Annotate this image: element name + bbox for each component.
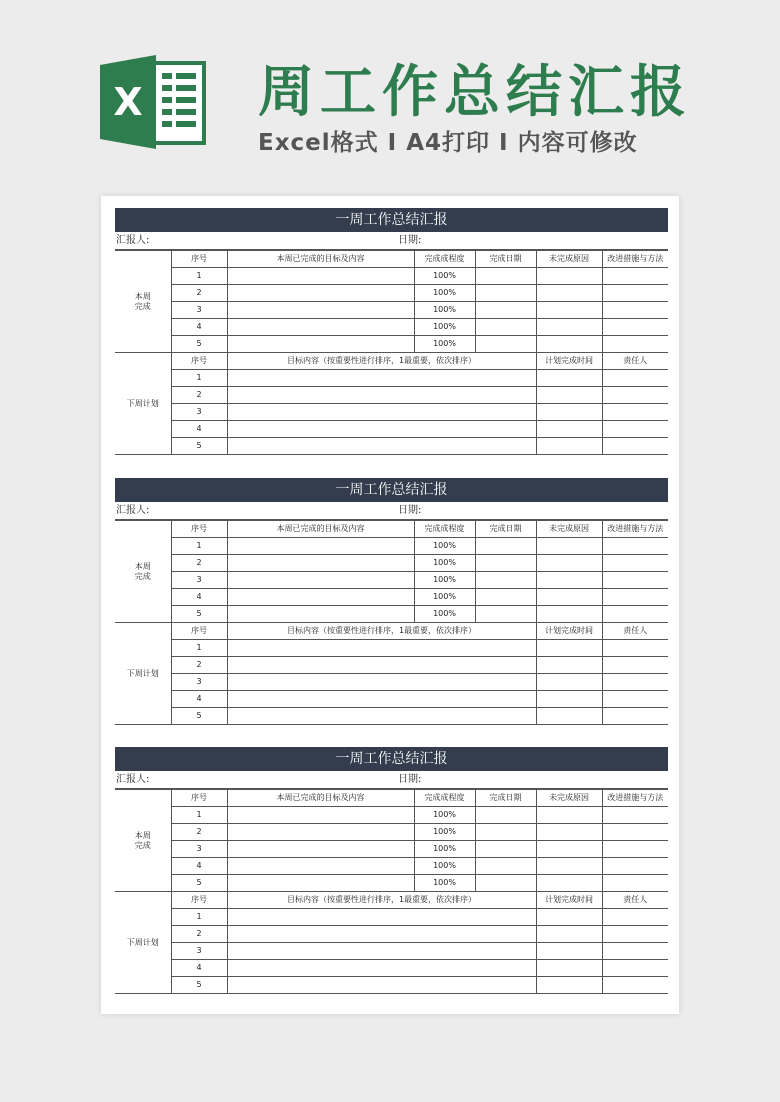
- header-cell: 序号: [171, 353, 227, 370]
- plan-time-cell[interactable]: [536, 909, 602, 926]
- plan-time-cell[interactable]: [536, 977, 602, 994]
- worksheet-paper: [101, 196, 679, 1014]
- progress-cell[interactable]: 100%: [414, 268, 475, 285]
- goal-cell[interactable]: [227, 555, 414, 572]
- row-number: 1: [171, 807, 227, 824]
- next-week-label: 下周计划: [115, 353, 171, 455]
- table-row: [115, 302, 668, 319]
- plan-time-cell[interactable]: [536, 387, 602, 404]
- improvement-cell[interactable]: [602, 807, 668, 824]
- this-week-header-row: [115, 251, 668, 268]
- improvement-cell[interactable]: [602, 589, 668, 606]
- row-number: 4: [171, 691, 227, 708]
- progress-cell[interactable]: 100%: [414, 824, 475, 841]
- target-cell[interactable]: [227, 370, 536, 387]
- plan-time-cell[interactable]: [536, 943, 602, 960]
- done-date-cell[interactable]: [475, 858, 536, 875]
- table-row: [115, 438, 668, 455]
- target-cell[interactable]: [227, 657, 536, 674]
- header-cell: 计划完成时间: [536, 353, 602, 370]
- target-cell[interactable]: [227, 404, 536, 421]
- this-week-label-text: 本周 完成: [134, 830, 151, 850]
- target-cell[interactable]: [227, 421, 536, 438]
- target-cell[interactable]: [227, 438, 536, 455]
- reporter-label[interactable]: 汇报人:: [116, 774, 150, 785]
- improvement-cell[interactable]: [602, 302, 668, 319]
- table-row: [115, 909, 668, 926]
- table-row: [115, 404, 668, 421]
- reason-cell[interactable]: [536, 807, 602, 824]
- improvement-cell[interactable]: [602, 875, 668, 892]
- plan-time-cell[interactable]: [536, 926, 602, 943]
- header-cell: 序号: [171, 790, 227, 807]
- table-row: [115, 875, 668, 892]
- plan-time-cell[interactable]: [536, 674, 602, 691]
- info-row: [115, 771, 668, 789]
- goal-cell[interactable]: [227, 319, 414, 336]
- owner-cell[interactable]: [602, 943, 668, 960]
- reason-cell[interactable]: [536, 824, 602, 841]
- row-number: 1: [171, 640, 227, 657]
- header-cell: 完成日期: [475, 251, 536, 268]
- improvement-cell[interactable]: [602, 606, 668, 623]
- header-cell: 本周已完成的目标及内容: [227, 251, 414, 268]
- header-cell: 序号: [171, 623, 227, 640]
- goal-cell[interactable]: [227, 572, 414, 589]
- target-cell[interactable]: [227, 909, 536, 926]
- done-date-cell[interactable]: [475, 319, 536, 336]
- header-cell: 完成日期: [475, 790, 536, 807]
- excel-icon: [100, 55, 208, 149]
- owner-cell[interactable]: [602, 421, 668, 438]
- table-row: [115, 387, 668, 404]
- plan-time-cell[interactable]: [536, 640, 602, 657]
- done-date-cell[interactable]: [475, 841, 536, 858]
- row-number: 2: [171, 285, 227, 302]
- page-title: 周工作总结汇报: [258, 60, 692, 125]
- table-row: [115, 674, 668, 691]
- header-cell: 完成日期: [475, 521, 536, 538]
- plan-time-cell[interactable]: [536, 691, 602, 708]
- row-number: 4: [171, 319, 227, 336]
- owner-cell[interactable]: [602, 960, 668, 977]
- table-row: [115, 977, 668, 994]
- table-row: [115, 572, 668, 589]
- table-row: [115, 370, 668, 387]
- report-table: [115, 520, 668, 725]
- report-block: [115, 478, 668, 725]
- header-cell: 本周已完成的目标及内容: [227, 521, 414, 538]
- improvement-cell[interactable]: [602, 285, 668, 302]
- goal-cell[interactable]: [227, 875, 414, 892]
- done-date-cell[interactable]: [475, 285, 536, 302]
- header-cell: 目标内容（按重要性进行排序，1最重要，依次排序）: [227, 623, 536, 640]
- header-cell: 完成成程度: [414, 790, 475, 807]
- row-number: 5: [171, 336, 227, 353]
- done-date-cell[interactable]: [475, 606, 536, 623]
- report-title: 一周工作总结汇报: [115, 478, 668, 502]
- row-number: 1: [171, 370, 227, 387]
- this-week-label-text: 本周 完成: [134, 291, 151, 311]
- progress-cell[interactable]: 100%: [414, 841, 475, 858]
- header-cell: 未完成原因: [536, 251, 602, 268]
- reason-cell[interactable]: [536, 841, 602, 858]
- owner-cell[interactable]: [602, 691, 668, 708]
- improvement-cell[interactable]: [602, 824, 668, 841]
- owner-cell[interactable]: [602, 708, 668, 725]
- header-cell: 改进措施与方法: [602, 521, 668, 538]
- reason-cell[interactable]: [536, 572, 602, 589]
- table-row: [115, 657, 668, 674]
- row-number: 3: [171, 943, 227, 960]
- goal-cell[interactable]: [227, 841, 414, 858]
- goal-cell[interactable]: [227, 807, 414, 824]
- header-cell: 计划完成时间: [536, 623, 602, 640]
- header-cell: 计划完成时间: [536, 892, 602, 909]
- table-row: [115, 841, 668, 858]
- improvement-cell[interactable]: [602, 572, 668, 589]
- header-cell: 目标内容（按重要性进行排序，1最重要，依次排序）: [227, 892, 536, 909]
- header-cell: 未完成原因: [536, 521, 602, 538]
- table-row: [115, 926, 668, 943]
- banner: [0, 0, 780, 200]
- table-row: [115, 606, 668, 623]
- target-cell[interactable]: [227, 926, 536, 943]
- table-row: [115, 691, 668, 708]
- row-number: 5: [171, 606, 227, 623]
- row-number: 1: [171, 268, 227, 285]
- target-cell[interactable]: [227, 674, 536, 691]
- done-date-cell[interactable]: [475, 572, 536, 589]
- table-row: [115, 285, 668, 302]
- next-week-header-row: [115, 353, 668, 370]
- done-date-cell[interactable]: [475, 302, 536, 319]
- row-number: 3: [171, 674, 227, 691]
- done-date-cell[interactable]: [475, 268, 536, 285]
- progress-cell[interactable]: 100%: [414, 555, 475, 572]
- header-cell: 完成成程度: [414, 251, 475, 268]
- table-row: [115, 640, 668, 657]
- progress-cell[interactable]: 100%: [414, 606, 475, 623]
- progress-cell[interactable]: 100%: [414, 285, 475, 302]
- report-table: [115, 250, 668, 455]
- next-week-header-row: [115, 623, 668, 640]
- progress-cell[interactable]: 100%: [414, 572, 475, 589]
- plan-time-cell[interactable]: [536, 708, 602, 725]
- reason-cell[interactable]: [536, 555, 602, 572]
- table-row: [115, 858, 668, 875]
- header-cell: 责任人: [602, 353, 668, 370]
- page-subtitle: Excel格式 I A4打印 I 内容可修改: [258, 130, 638, 156]
- target-cell[interactable]: [227, 691, 536, 708]
- table-row: [115, 319, 668, 336]
- next-week-header-row: [115, 892, 668, 909]
- done-date-cell[interactable]: [475, 807, 536, 824]
- reason-cell[interactable]: [536, 285, 602, 302]
- row-number: 1: [171, 909, 227, 926]
- reason-cell[interactable]: [536, 538, 602, 555]
- row-number: 4: [171, 858, 227, 875]
- row-number: 2: [171, 926, 227, 943]
- reason-cell[interactable]: [536, 268, 602, 285]
- this-week-header-row: [115, 790, 668, 807]
- header-cell: 责任人: [602, 623, 668, 640]
- reason-cell[interactable]: [536, 875, 602, 892]
- goal-cell[interactable]: [227, 285, 414, 302]
- table-row: [115, 708, 668, 725]
- goal-cell[interactable]: [227, 824, 414, 841]
- table-row: [115, 336, 668, 353]
- report-title: 一周工作总结汇报: [115, 208, 668, 232]
- table-row: [115, 960, 668, 977]
- progress-cell[interactable]: 100%: [414, 319, 475, 336]
- goal-cell[interactable]: [227, 538, 414, 555]
- progress-cell[interactable]: 100%: [414, 302, 475, 319]
- owner-cell[interactable]: [602, 657, 668, 674]
- done-date-cell[interactable]: [475, 538, 536, 555]
- row-number: 2: [171, 387, 227, 404]
- improvement-cell[interactable]: [602, 538, 668, 555]
- target-cell[interactable]: [227, 960, 536, 977]
- owner-cell[interactable]: [602, 387, 668, 404]
- improvement-cell[interactable]: [602, 336, 668, 353]
- this-week-label: [115, 790, 171, 892]
- row-number: 5: [171, 708, 227, 725]
- table-row: [115, 421, 668, 438]
- row-number: 2: [171, 657, 227, 674]
- row-number: 5: [171, 438, 227, 455]
- next-week-label: 下周计划: [115, 623, 171, 725]
- plan-time-cell[interactable]: [536, 404, 602, 421]
- improvement-cell[interactable]: [602, 858, 668, 875]
- row-number: 5: [171, 977, 227, 994]
- progress-cell[interactable]: 100%: [414, 336, 475, 353]
- date-label[interactable]: 日期:: [398, 774, 422, 785]
- row-number: 2: [171, 555, 227, 572]
- row-number: 4: [171, 589, 227, 606]
- table-row: [115, 943, 668, 960]
- header-cell: 序号: [171, 521, 227, 538]
- owner-cell[interactable]: [602, 977, 668, 994]
- header-cell: 责任人: [602, 892, 668, 909]
- this-week-header-row: [115, 521, 668, 538]
- report-block: [115, 747, 668, 994]
- row-number: 3: [171, 572, 227, 589]
- improvement-cell[interactable]: [602, 319, 668, 336]
- report-title: 一周工作总结汇报: [115, 747, 668, 771]
- goal-cell[interactable]: [227, 858, 414, 875]
- this-week-label-text: 本周 完成: [134, 561, 151, 581]
- row-number: 3: [171, 302, 227, 319]
- improvement-cell[interactable]: [602, 841, 668, 858]
- next-week-label: 下周计划: [115, 892, 171, 994]
- this-week-label: [115, 521, 171, 623]
- reason-cell[interactable]: [536, 606, 602, 623]
- report-table: [115, 789, 668, 994]
- header-cell: 本周已完成的目标及内容: [227, 790, 414, 807]
- table-row: [115, 824, 668, 841]
- target-cell[interactable]: [227, 977, 536, 994]
- table-row: [115, 538, 668, 555]
- target-cell[interactable]: [227, 708, 536, 725]
- header-cell: 改进措施与方法: [602, 251, 668, 268]
- plan-time-cell[interactable]: [536, 421, 602, 438]
- target-cell[interactable]: [227, 640, 536, 657]
- header-cell: 改进措施与方法: [602, 790, 668, 807]
- reporter-label[interactable]: 汇报人:: [116, 235, 150, 246]
- info-row: [115, 232, 668, 250]
- done-date-cell[interactable]: [475, 336, 536, 353]
- plan-time-cell[interactable]: [536, 370, 602, 387]
- table-row: [115, 555, 668, 572]
- this-week-label: [115, 251, 171, 353]
- owner-cell[interactable]: [602, 674, 668, 691]
- reason-cell[interactable]: [536, 336, 602, 353]
- info-row: [115, 502, 668, 520]
- progress-cell[interactable]: 100%: [414, 875, 475, 892]
- progress-cell[interactable]: 100%: [414, 807, 475, 824]
- target-cell[interactable]: [227, 943, 536, 960]
- progress-cell[interactable]: 100%: [414, 589, 475, 606]
- owner-cell[interactable]: [602, 370, 668, 387]
- table-row: [115, 807, 668, 824]
- reason-cell[interactable]: [536, 302, 602, 319]
- logo-letter: X: [113, 80, 143, 124]
- done-date-cell[interactable]: [475, 555, 536, 572]
- done-date-cell[interactable]: [475, 875, 536, 892]
- header-cell: 目标内容（按重要性进行排序，1最重要，依次排序）: [227, 353, 536, 370]
- row-number: 5: [171, 875, 227, 892]
- reason-cell[interactable]: [536, 319, 602, 336]
- plan-time-cell[interactable]: [536, 657, 602, 674]
- row-number: 3: [171, 841, 227, 858]
- reason-cell[interactable]: [536, 858, 602, 875]
- plan-time-cell[interactable]: [536, 438, 602, 455]
- goal-cell[interactable]: [227, 302, 414, 319]
- done-date-cell[interactable]: [475, 589, 536, 606]
- progress-cell[interactable]: 100%: [414, 538, 475, 555]
- date-label[interactable]: 日期:: [398, 235, 422, 246]
- owner-cell[interactable]: [602, 438, 668, 455]
- date-label[interactable]: 日期:: [398, 505, 422, 516]
- goal-cell[interactable]: [227, 606, 414, 623]
- target-cell[interactable]: [227, 387, 536, 404]
- done-date-cell[interactable]: [475, 824, 536, 841]
- header-cell: 序号: [171, 892, 227, 909]
- goal-cell[interactable]: [227, 589, 414, 606]
- improvement-cell[interactable]: [602, 555, 668, 572]
- reporter-label[interactable]: 汇报人:: [116, 505, 150, 516]
- goal-cell[interactable]: [227, 336, 414, 353]
- goal-cell[interactable]: [227, 268, 414, 285]
- progress-cell[interactable]: 100%: [414, 858, 475, 875]
- reason-cell[interactable]: [536, 589, 602, 606]
- owner-cell[interactable]: [602, 404, 668, 421]
- owner-cell[interactable]: [602, 926, 668, 943]
- owner-cell[interactable]: [602, 640, 668, 657]
- table-row: [115, 268, 668, 285]
- row-number: 4: [171, 960, 227, 977]
- header-cell: 序号: [171, 251, 227, 268]
- plan-time-cell[interactable]: [536, 960, 602, 977]
- row-number: 3: [171, 404, 227, 421]
- row-number: 2: [171, 824, 227, 841]
- row-number: 4: [171, 421, 227, 438]
- row-number: 1: [171, 538, 227, 555]
- header-cell: 未完成原因: [536, 790, 602, 807]
- table-row: [115, 589, 668, 606]
- improvement-cell[interactable]: [602, 268, 668, 285]
- owner-cell[interactable]: [602, 909, 668, 926]
- report-block: [115, 208, 668, 455]
- header-cell: 完成成程度: [414, 521, 475, 538]
